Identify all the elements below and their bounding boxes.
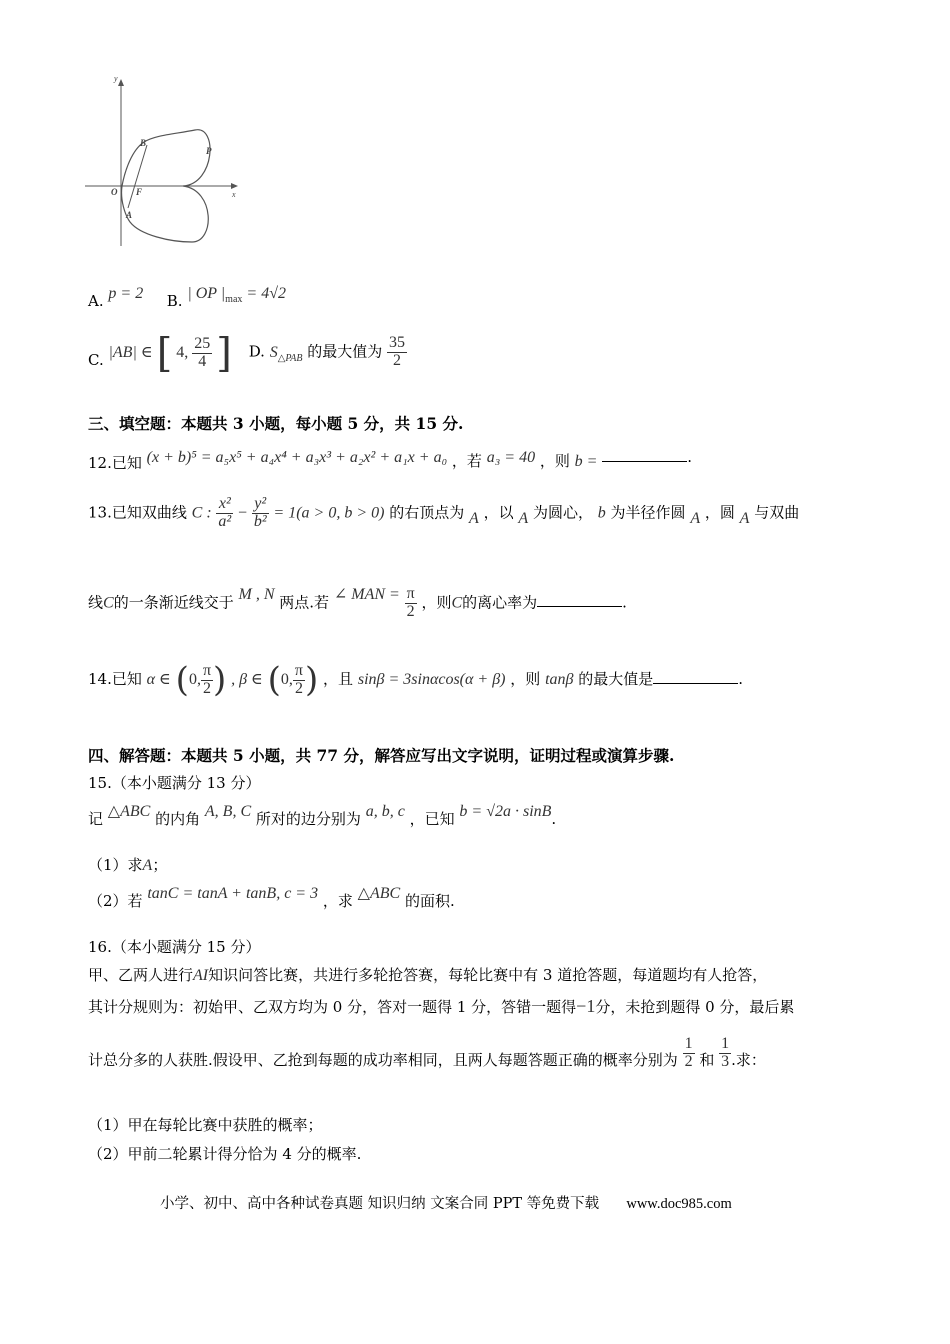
option-a-label: A. — [88, 292, 104, 310]
footer-url[interactable]: www.doc985.com — [626, 1196, 732, 1212]
option-c-math: |AB| ∈ [ 4, $\frac{25}{4}$ ] — [108, 330, 232, 376]
question-15-part-1: （1）求A； — [88, 856, 168, 874]
q13-answer-blank[interactable] — [537, 592, 622, 607]
axis-label-y: y — [114, 74, 118, 83]
option-d-text: 的最大值为 — [307, 342, 383, 361]
x-axis-arrow — [231, 183, 238, 189]
y-axis-arrow — [118, 79, 124, 86]
q12-answer-blank[interactable] — [602, 447, 687, 462]
question-16-header: 16.（本小题满分 15 分） — [88, 938, 261, 956]
option-d-fraction: $\frac{35}{2}$ — [389, 334, 406, 370]
option-d-math: $S_{\triangle PAB}$ — [269, 343, 303, 364]
question-14: 14.已知 α ∈ (0, $\frac{\pi}{2}$ ) , β ∈ (0, $\frac{\pi}{2}$ ) ，且 sinβ = 3sinαcos(α + β) ，则 tanβ 的最大值是 . — [88, 660, 744, 700]
q12-expansion: (x + b)⁵ = a₅x⁵ + a₄x⁴ + a₃x³ + a₂x² + a₁x + a₀ — [146, 449, 448, 466]
point-label-p: P — [206, 146, 212, 156]
footer-text: 小学、初中、高中各种试卷真题 知识归纳 文案合同 PPT 等免费下载 — [160, 1196, 600, 1212]
option-row-cd — [88, 330, 407, 376]
option-b-label: B. — [166, 292, 183, 310]
q14-answer-blank[interactable] — [653, 669, 738, 684]
question-13-line-1: 13.已知双曲线 C : $\frac{\text{x²}}{\text{a²}}$ − $\frac{\text{y²}}{\text{b²}}$ = 1(a > 0, b > 0) 的右顶点为 A ，以 A 为圆心， b 为半径作圆 A ，圆 A 与双曲 — [88, 495, 800, 530]
option-c-label: C. — [88, 350, 104, 369]
question-15-statement: 记 △ABC 的内角 A, B, C 所对的边分别为 a, b, c ，已知 b = √2a · sinB. — [88, 803, 557, 828]
option-b-math: | OP $|_{max} = 4√2$ — [187, 285, 286, 306]
chord-ab — [128, 145, 147, 208]
option-d-label: D. — [248, 342, 265, 361]
axis-label-x: x — [232, 190, 236, 199]
heart-curve-figure — [80, 70, 250, 250]
option-a-math: p = 2 — [108, 285, 144, 302]
question-16-line-3: 计总分多的人获胜.假设甲、乙抢到每题的成功率相同，且两人每题答题正确的概率分别为 $\frac{1}{2}$ 和 $\frac{1}{3}$ .求： — [88, 1035, 766, 1070]
section-4-heading: 四、解答题：本题共 5 小题，共 77 分，解答应写出文字说明，证明过程或演算步骤. — [88, 746, 675, 765]
point-label-f: F — [136, 187, 143, 197]
question-15-header: 15.（本小题满分 13 分） — [88, 774, 261, 792]
section-3-heading: 三、填空题：本题共 3 小题，每小题 5 分，共 15 分. — [88, 414, 464, 433]
question-16-part-1: （1）甲在每轮比赛中获胜的概率； — [88, 1116, 323, 1134]
point-label-b: B — [140, 138, 147, 148]
page-footer — [160, 1192, 732, 1213]
question-12: 12.已知 (x + b)⁵ = a₅x⁵ + a₄x⁴ + a₃x³ + a₂x² + a₁x + a₀ ，若 a₃ = 40 ，则 b = . — [88, 448, 693, 472]
question-16-part-2: （2）甲前二轮累计得分恰为 4 分的概率. — [88, 1145, 362, 1163]
point-label-o: O — [111, 187, 118, 197]
question-16-line-2: 其计分规则为：初始甲、乙双方均为 0 分，答对一题得 1 分，答错一题得−1分，未抢到题得 0 分，最后累 — [88, 996, 795, 1016]
point-label-a: A — [126, 210, 133, 220]
question-15-part-2: （2）若 tanC = tanA + tanB, c = 3 ，求 △ABC 的面积. — [88, 885, 455, 910]
question-13-line-2: 线C的一条渐近线交于 M , N 两点.若 ∠ MAN = $\frac{\pi}{2}$ ，则C的离心率为 . — [88, 585, 627, 620]
question-16-line-1: 甲、乙两人进行AI知识问答比赛，共进行多轮抢答赛，每轮比赛中有 3 道抢答题，每道题均有人抢答， — [88, 966, 768, 984]
option-row-ab — [88, 284, 286, 310]
